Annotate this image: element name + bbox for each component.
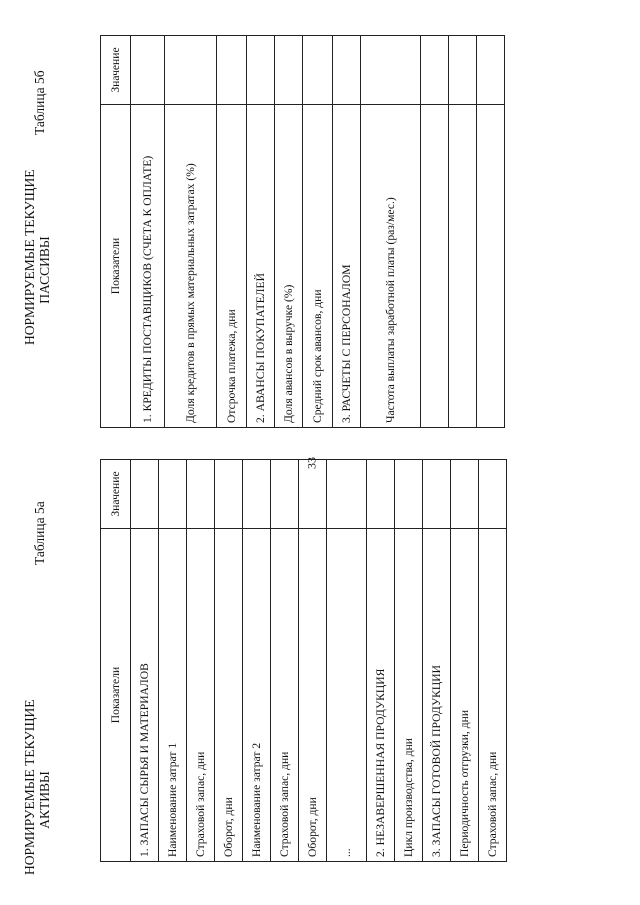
assets-header-value: Значение bbox=[101, 460, 131, 529]
table-row: Оборот, дни bbox=[215, 529, 243, 862]
assets-table-label: Таблица 5а bbox=[32, 501, 47, 565]
table-row: Наименование затрат 1 bbox=[159, 529, 187, 862]
value-cell[interactable] bbox=[395, 460, 423, 529]
table-row: Страховой запас, дни bbox=[479, 529, 507, 862]
liabilities-section bbox=[0, 35, 640, 430]
table-row: ... bbox=[327, 529, 367, 862]
table-row: Средний срок авансов, дни bbox=[303, 105, 333, 428]
liabilities-header-value: Значение bbox=[101, 36, 131, 105]
table-row: Оборот, дни bbox=[299, 529, 327, 862]
value-cell[interactable] bbox=[477, 36, 505, 105]
value-cell[interactable] bbox=[361, 36, 421, 105]
liabilities-title-line2: ПАССИВЫ bbox=[37, 236, 52, 304]
assets-section bbox=[0, 460, 499, 905]
table-row: 1. ЗАПАСЫ СЫРЬЯ И МАТЕРИАЛОВ bbox=[131, 529, 159, 862]
assets-title-line2: АКТИВЫ bbox=[37, 771, 52, 829]
table-row bbox=[477, 105, 505, 428]
value-cell[interactable] bbox=[131, 460, 159, 529]
table-row: 3. РАСЧЕТЫ С ПЕРСОНАЛОМ bbox=[333, 105, 361, 428]
assets-header-indicators: Показатели bbox=[101, 529, 131, 862]
liabilities-table-label: Таблица 5б bbox=[32, 70, 47, 135]
value-cell[interactable] bbox=[327, 460, 367, 529]
value-cell[interactable] bbox=[449, 36, 477, 105]
table-row: Цикл производства, дни bbox=[395, 529, 423, 862]
value-cell[interactable] bbox=[333, 36, 361, 105]
table-row: Страховой запас, дни bbox=[187, 529, 215, 862]
value-cell[interactable] bbox=[217, 36, 247, 105]
table-row: Частота выплаты заработной платы (раз/мес.) bbox=[361, 105, 421, 428]
table-row: Отсрочка платежа, дни bbox=[217, 105, 247, 428]
value-cell[interactable] bbox=[131, 36, 165, 105]
table-row: Наименование затрат 2 bbox=[243, 529, 271, 862]
value-cell[interactable] bbox=[159, 460, 187, 529]
table-row: Доля кредитов в прямых материальных затратах (%) bbox=[165, 105, 217, 428]
table-row: Периодичность отгрузки, дни bbox=[451, 529, 479, 862]
liabilities-title bbox=[22, 169, 52, 345]
value-cell[interactable] bbox=[187, 460, 215, 529]
assets-table bbox=[100, 459, 507, 862]
value-cell[interactable] bbox=[479, 460, 507, 529]
table-row: Страховой запас, дни bbox=[271, 529, 299, 862]
value-cell[interactable] bbox=[421, 36, 449, 105]
value-cell[interactable] bbox=[243, 460, 271, 529]
liabilities-header-indicators: Показатели bbox=[101, 105, 131, 428]
table-row: 3. ЗАПАСЫ ГОТОВОЙ ПРОДУКЦИИ bbox=[423, 529, 451, 862]
value-cell[interactable] bbox=[367, 460, 395, 529]
assets-title-line1: НОРМИРУЕМЫЕ ТЕКУЩИЕ bbox=[22, 699, 37, 875]
table-row: Доля авансов в выручке (%) bbox=[275, 105, 303, 428]
value-cell[interactable] bbox=[215, 460, 243, 529]
value-cell[interactable] bbox=[275, 36, 303, 105]
table-row bbox=[421, 105, 449, 428]
table-row: 2. АВАНСЫ ПОКУПАТЕЛЕЙ bbox=[247, 105, 275, 428]
value-cell[interactable] bbox=[271, 460, 299, 529]
value-cell[interactable] bbox=[451, 460, 479, 529]
liabilities-title-line1: НОРМИРУЕМЫЕ ТЕКУЩИЕ bbox=[22, 169, 37, 345]
value-cell[interactable] bbox=[165, 36, 217, 105]
liabilities-table bbox=[100, 35, 505, 428]
value-cell[interactable] bbox=[423, 460, 451, 529]
table-row: 1. КРЕДИТЫ ПОСТАВЩИКОВ (СЧЕТА К ОПЛАТЕ) bbox=[131, 105, 165, 428]
value-cell[interactable] bbox=[247, 36, 275, 105]
page-number: 33 bbox=[304, 457, 319, 469]
value-cell[interactable] bbox=[303, 36, 333, 105]
assets-title bbox=[22, 699, 52, 875]
value-cell[interactable] bbox=[299, 460, 327, 529]
table-row bbox=[449, 105, 477, 428]
table-row: 2. НЕЗАВЕРШЕННАЯ ПРОДУКЦИЯ bbox=[367, 529, 395, 862]
